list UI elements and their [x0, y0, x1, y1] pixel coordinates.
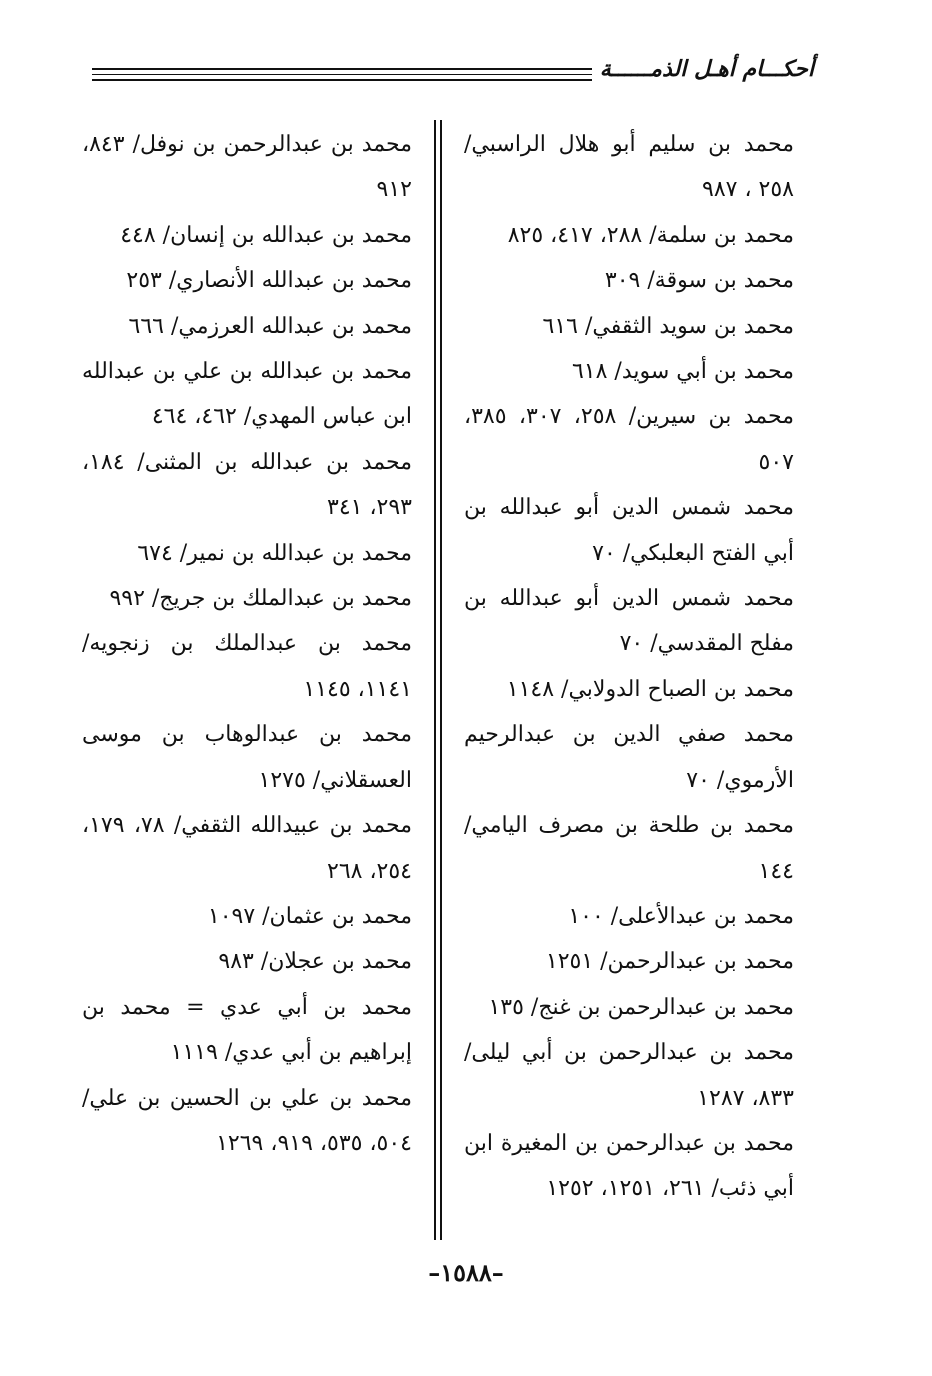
index-entry: محمد بن عثمان/ ١٠٩٧	[207, 903, 412, 929]
index-entry: محمد بن سليم أبو هلال الراسبي/ ٢٥٨ ، ٩٨٧	[464, 132, 794, 203]
page-number: –١٥٨٨–	[428, 1258, 504, 1287]
index-entry: محمد بن عبدالرحمن/ ١٢٥١	[545, 949, 794, 975]
index-entry: محمد بن عبدالرحمن بن المغيرة ابن أبي ذئب/ ٢٦١، ١٢٥١، ١٢٥٢	[464, 1130, 794, 1202]
index-entry: محمد بن أبي سويد/ ٦١٨	[571, 359, 794, 385]
running-header	[92, 56, 814, 96]
index-entry: محمد بن عبدالله الأنصاري/ ٢٥٣	[126, 268, 412, 294]
header-rule	[92, 74, 592, 75]
index-entry: محمد بن سيرين/ ٢٥٨، ٣٠٧، ٣٨٥، ٥٠٧	[464, 404, 795, 475]
index-entry: محمد بن عبدالرحمن بن أبي ليلى/ ٨٣٣، ١٢٨٧	[464, 1040, 794, 1111]
index-entry: محمد شمس الدين أبو عبدالله بن أبي الفتح البعلبكي/ ٧٠	[464, 495, 794, 566]
index-column-left	[82, 122, 412, 1166]
index-entry: محمد بن عبدالله العرزمي/ ٦٦٦	[128, 313, 412, 339]
column-divider	[434, 120, 444, 1240]
index-entry: محمد بن سوقة/ ٣٠٩	[604, 268, 794, 294]
index-entry: محمد بن عبيدالله الثقفي/ ٧٨، ١٧٩، ٢٥٤، ٢٦٨	[82, 813, 413, 884]
index-entry: محمد بن عبدالوهاب بن موسى العسقلاني/ ١٢٧٥	[82, 722, 412, 793]
index-entry: محمد بن طلحة بن مصرف اليامي/ ١٤٤	[464, 813, 794, 884]
index-entry: محمد بن عبدالله بن علي بن عبدالله ابن عباس المهدي/ ٤٦٢، ٤٦٤	[82, 359, 412, 430]
index-entry: محمد بن عبدالله بن إنسان/ ٤٤٨	[120, 222, 412, 248]
index-column-right	[464, 122, 794, 1212]
index-entry: محمد شمس الدين أبو عبدالله بن مفلح المقدسي/ ٧٠	[464, 586, 794, 657]
index-entry: محمد بن علي بن الحسين بن علي/ ٥٠٤، ٥٣٥، ٩١٩، ١٢٦٩	[82, 1085, 412, 1156]
index-entry: محمد بن سويد الثقفي/ ٦١٦	[542, 313, 794, 339]
book-title: أحكـــام أهـل الذمــــــة	[599, 56, 814, 82]
index-entry: محمد بن عجلان/ ٩٨٣	[218, 949, 412, 975]
index-entry: محمد بن عبدالأعلى/ ١٠٠	[568, 903, 794, 929]
index-entry: محمد بن أبي عدي = محمد بن إبراهيم بن أبي عدي/ ١١١٩	[82, 994, 412, 1066]
index-entry: محمد بن عبدالرحمن بن نوفل/ ٨٤٣، ٩١٢	[82, 132, 412, 203]
index-entry: محمد صفي الدين بن عبدالرحيم الأرموي/ ٧٠	[464, 722, 794, 793]
index-entry: محمد بن عبدالله بن المثنى/ ١٨٤، ٢٩٣، ٣٤١	[82, 449, 412, 521]
header-rule	[92, 79, 592, 81]
index-entry: محمد بن عبدالملك بن زنجويه/ ١١٤١، ١١٤٥	[82, 631, 412, 702]
index-entry: محمد بن عبدالرحمن بن غنج/ ١٣٥	[488, 994, 794, 1020]
index-entry: محمد بن عبدالملك بن جريج/ ٩٩٢	[109, 586, 412, 612]
index-entry: محمد بن عبدالله بن نمير/ ٦٧٤	[137, 540, 412, 566]
index-entry: محمد بن سلمة/ ٢٨٨، ٤١٧، ٨٢٥	[507, 222, 794, 248]
index-entry: محمد بن الصباح الدولابي/ ١١٤٨	[506, 676, 794, 702]
header-rule	[92, 68, 592, 70]
